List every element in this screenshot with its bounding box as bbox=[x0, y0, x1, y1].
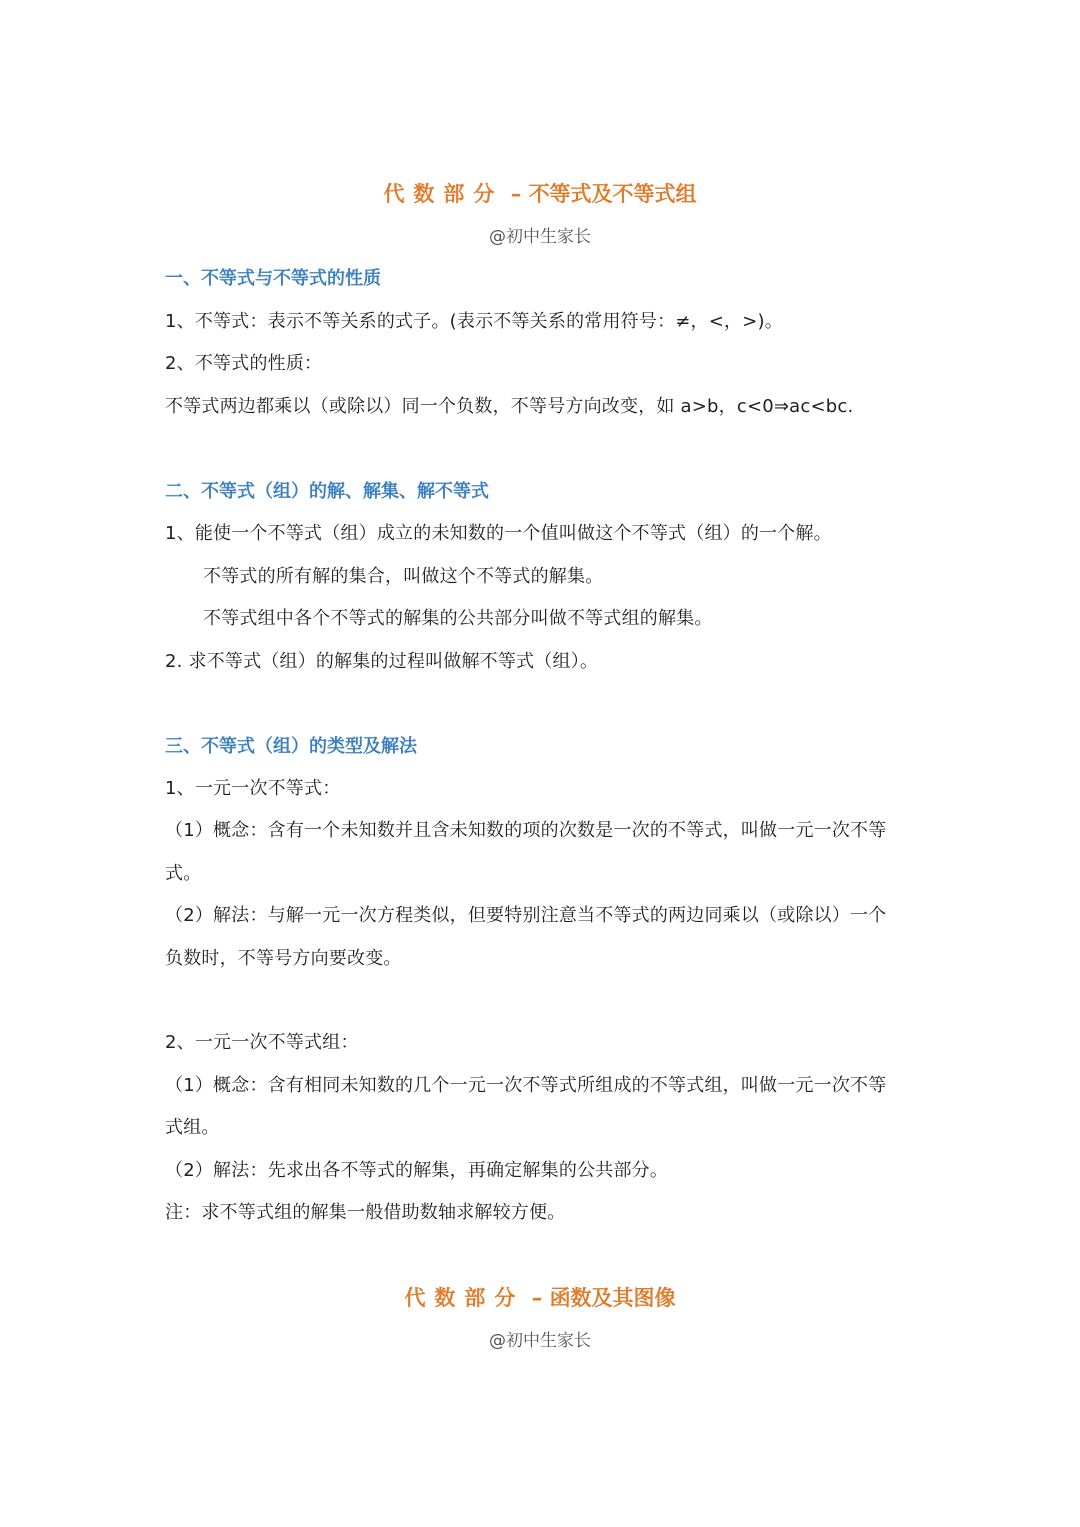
paragraph-line: 2. 求不等式（组）的解集的过程叫做解不等式（组）。 bbox=[165, 651, 599, 672]
paragraph-line: 不等式组中各个不等式的解集的公共部分叫做不等式组的解集。 bbox=[203, 608, 713, 629]
paragraph-line: 不等式两边都乘以（或除以）同一个负数，不等号方向改变，如 a>b，c<0⇒ac<bc. bbox=[165, 396, 854, 417]
section-heading-1: 一、不等式与不等式的性质 bbox=[165, 268, 381, 289]
paragraph-line: 1、不等式：表示不等关系的式子。(表示不等关系的常用符号：≠，<，>)。 bbox=[165, 311, 783, 332]
paragraph-line: 1、能使一个不等式（组）成立的未知数的一个值叫做这个不等式（组）的一个解。 bbox=[165, 523, 832, 544]
paragraph-line: 负数时，不等号方向要改变。 bbox=[165, 948, 402, 969]
author-credit: @初中生家长 bbox=[489, 227, 591, 247]
page-title bbox=[0, 180, 1080, 208]
paragraph-line: 式。 bbox=[165, 863, 202, 884]
section-heading-2: 二、不等式（组）的解、解集、解不等式 bbox=[165, 481, 489, 502]
paragraph-line: 式组。 bbox=[165, 1117, 220, 1138]
paragraph-line: 2、一元一次不等式组： bbox=[165, 1032, 359, 1053]
title-prefix: 代数部分 bbox=[383, 182, 504, 206]
paragraph-line: （1）概念：含有一个未知数并且含未知数的项的次数是一次的不等式，叫做一元一次不等 bbox=[165, 820, 887, 841]
section-heading-3: 三、不等式（组）的类型及解法 bbox=[165, 736, 417, 757]
title-subject: 函数及其图像 bbox=[549, 1286, 676, 1310]
page-title-2 bbox=[0, 1284, 1080, 1312]
title-dash: – bbox=[503, 182, 529, 206]
paragraph-line: （2）解法：与解一元一次方程类似，但要特别注意当不等式的两边同乘以（或除以）一个 bbox=[165, 905, 887, 926]
paragraph-line: 2、不等式的性质： bbox=[165, 353, 323, 374]
author-credit: @初中生家长 bbox=[489, 1331, 591, 1351]
paragraph-line: 1、一元一次不等式： bbox=[165, 778, 341, 799]
paragraph-line: （1）概念：含有相同未知数的几个一元一次不等式所组成的不等式组，叫做一元一次不等 bbox=[165, 1075, 887, 1096]
title-prefix: 代数部分 bbox=[404, 1286, 525, 1310]
title-subject: 不等式及不等式组 bbox=[528, 182, 697, 206]
title-dash: – bbox=[524, 1286, 550, 1310]
paragraph-line: 注：求不等式组的解集一般借助数轴求解较方便。 bbox=[165, 1202, 566, 1223]
paragraph-line: （2）解法：先求出各不等式的解集，再确定解集的公共部分。 bbox=[165, 1160, 669, 1181]
paragraph-line: 不等式的所有解的集合，叫做这个不等式的解集。 bbox=[203, 566, 604, 587]
